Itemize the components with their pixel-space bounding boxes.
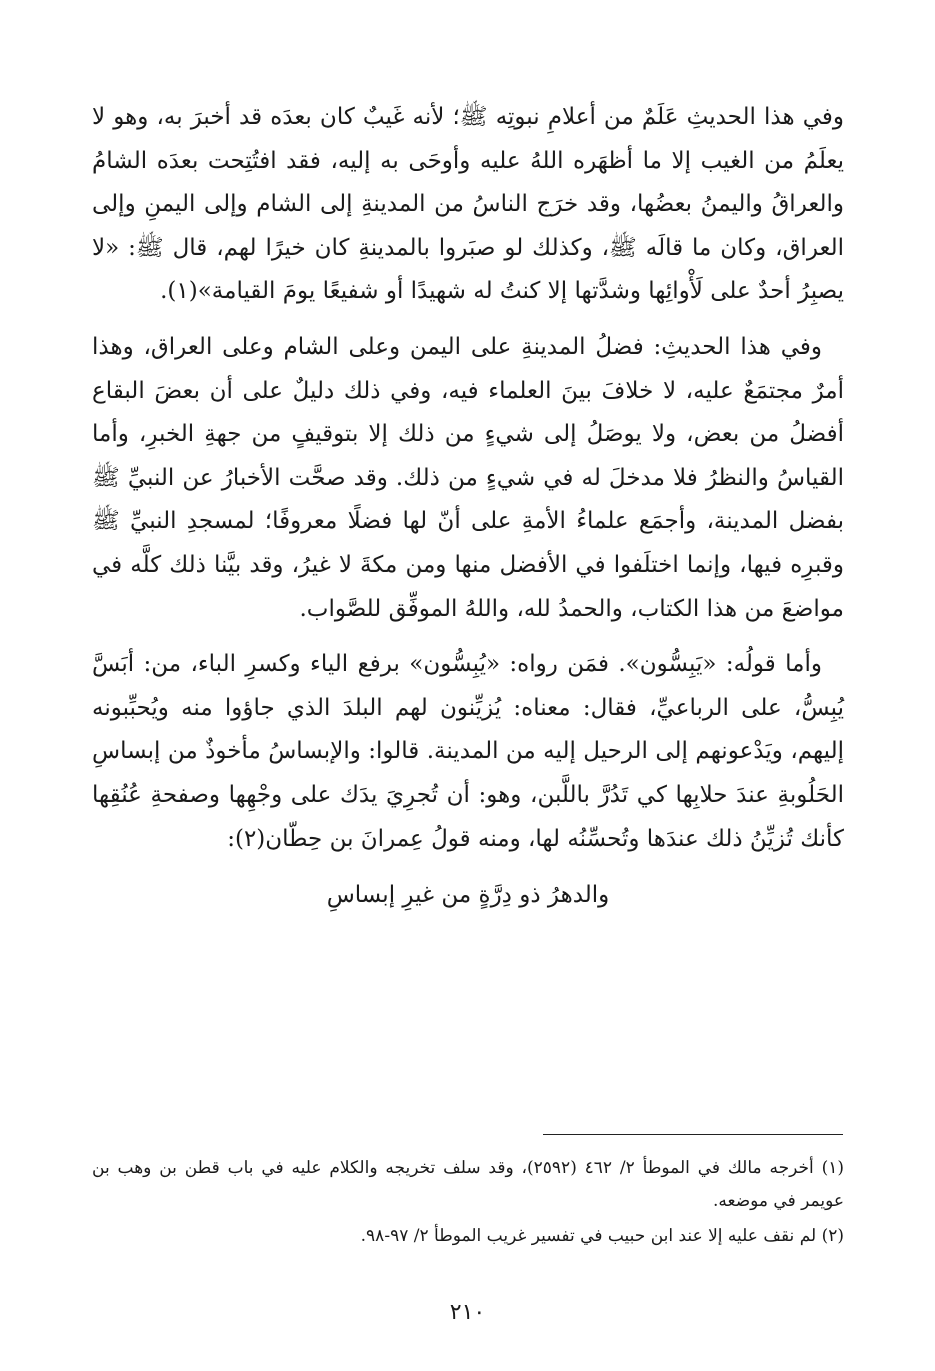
footnotes (92, 1152, 844, 1255)
page-number: ٢١٠ (449, 1300, 486, 1325)
footnote-divider (543, 1134, 843, 1135)
footnote-1: (١) أخرجه مالك في الموطأ ٢/ ٤٦٢ (٢٥٩٢)، وقد سلف تخريجه والكلام عليه في باب قطن بن وهب بن عويمر في موضعه. (92, 1158, 844, 1211)
main-text (92, 96, 844, 917)
paragraph-virtue-of-madinah: وفي هذا الحديثِ: فضلُ المدينةِ على اليمن وعلى الشام وعلى العراق، وهذا أمرٌ مجتمَعٌ عليه، لا خلافَ بينَ العلماء فيه، وفي ذلك دليلٌ على أن بعضَ البقاع أفضلُ من بعض، ولا يوصَلُ إلى شيءٍ من ذلك إلا بتوقيفٍ من جهةِ الخبرِ، وأما القياسُ والنظرُ فلا مدخلَ له في شيءٍ من ذلك. وقد صحَّت الأخبارُ عن النبيِّ ﷺ بفضل المدينة، وأجمَع علماءُ الأمةِ على أنّ لها فضلًا معروفًا؛ لمسجدِ النبيِّ ﷺ وقبرِه فيها، وإنما اختلَفوا في الأفضل منها ومن مكةَ لا غيرُ، وقد بيَّنا ذلك كلَّه في مواضعَ من هذا الكتاب، والحمدُ لله، واللهُ الموفِّق للصَّواب. (92, 333, 844, 622)
footnote-2: (٢) لم نقف عليه إلا عند ابن حبيب في تفسير غريب الموطأ ٢/ ٩٧-٩٨. (360, 1226, 844, 1246)
paragraph-yabissun: وأما قولُه: «يَبِسُّون». فمَن رواه: «يُبِسُّون» برفع الياء وكسرِ الباء، من: أبَسَّ يُبِسُّ، على الرباعيِّ، فقال: معناه: يُزيِّنون لهم البلدَ الذي جاؤوا منه ويُحبِّبونه إليهم، ويَدْعونهم إلى الرحيل إليه من المدينة. قالوا: والإبساسُ مأخوذٌ من إبساسِ الحَلُوبةِ عندَ حلابِها كي تَدُرَّ باللَّبن، وهو: أن تُجرِيَ يدَك على وجْهِها وصفحةِ عُنُقِها كأنك تُزيِّنُ ذلك عندَها وتُحسِّنُه لها، ومنه قولُ عِمرانَ بن حِطّان(٢): (92, 651, 844, 852)
paragraph-prophecy: وفي هذا الحديثِ عَلَمٌ من أعلامِ نبوتِه ﷺ؛ لأنه غَيبٌ كان بعدَه قد أخبرَ به، وهو لا يعلَمُ من الغيب إلا ما أظهَره اللهُ عليه وأوحَى به إليه، فقد افتُتِحت بعدَه الشامُ والعراقُ واليمنُ بعضُها، وقد خرَج الناسُ من المدينةِ إلى الشام وإلى اليمنِ وإلى العراق، وكان ما قالَه ﷺ، وكذلك لو صبَروا بالمدينةِ كان خيرًا لهم، قال ﷺ: «لا يصبِرُ أحدٌ على لَأْوائِها وشدَّتها إلا كنتُ له شهيدًا أو شفيعًا يومَ القيامة»(١). (92, 104, 844, 305)
poetry-verse: والدهرُ ذو دِرَّةٍ من غيرِ إبساسِ (326, 882, 610, 909)
